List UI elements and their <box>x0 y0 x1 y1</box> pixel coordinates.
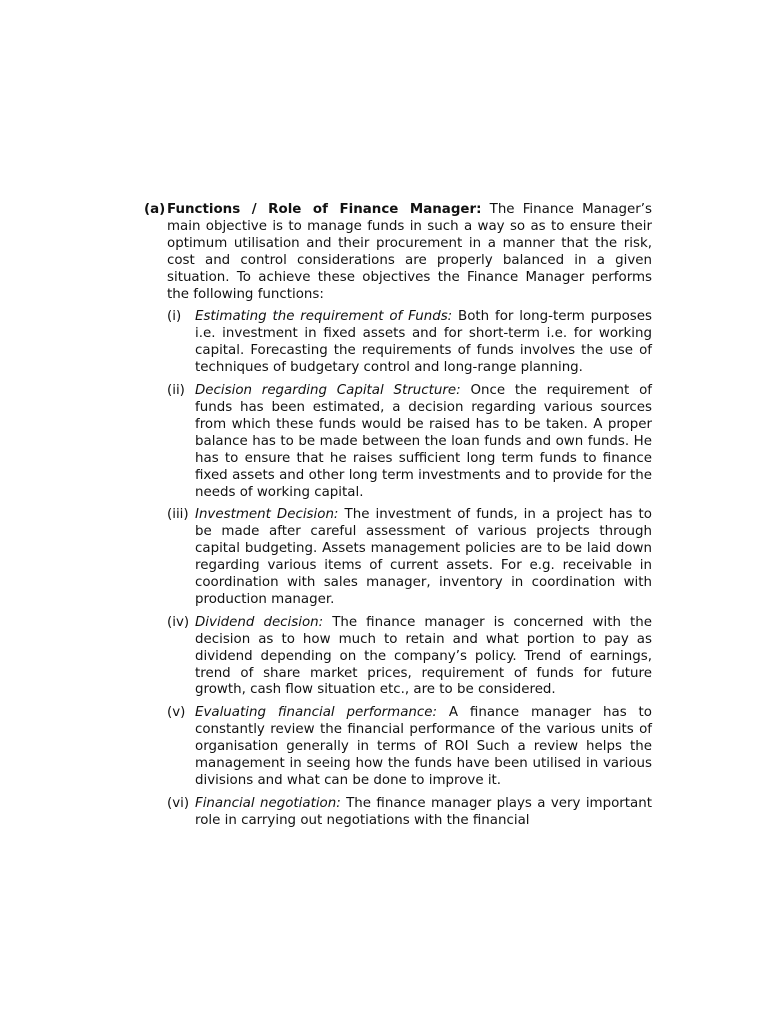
item-text: Both for long-term purposes i.e. investment in fixed assets and for short-term i.e. for working capital. Forecasting the requirements of funds involves the use of techniques of budgetary control and long-range planning. <box>195 309 653 376</box>
item-title: Decision regarding Capital Structure: <box>195 383 461 399</box>
item-paragraph <box>195 507 652 608</box>
section-heading: Functions / Role of Finance Manager: <box>167 202 482 217</box>
item-text: Once the requirement of funds has been estimated, a decision regarding various sources from which these funds would be raised has to be taken. A proper balance has to be made between the loan funds and own funds. He has to ensure that he raises sufficient long term funds to finance fixed assets and other long term investments and to provide for the needs of working capital. <box>195 383 652 500</box>
item-title: Evaluating financial performance: <box>195 705 438 721</box>
item-text: The investment of funds, in a project has to be made after careful assessment of various projects through capital budgeting. Assets management policies are to be laid down regarding various items of current assets. For e.g. receivable in coordination with sales manager, inventory in coordination with production manager. <box>195 507 652 607</box>
intro-text: The Finance Manager’s main objective is to manage funds in such a way so as to ensure their optimum utilisation and their procurement in a manner that the risk, cost and control considerations are properly balanced in a given situation. To achieve these objectives the Finance Manager performs the following functions: <box>167 202 652 302</box>
list-item <box>167 796 652 830</box>
item-text: A finance manager has to constantly review the financial performance of the various units of organisation generally in terms of ROI Such a review helps the management in seeing how the funds have been utilised in various divisions and what can be done to improve it. <box>195 705 652 788</box>
item-paragraph <box>195 705 652 790</box>
list-item <box>167 705 652 790</box>
item-title: Estimating the requirement of Funds: <box>195 309 453 325</box>
list-item <box>167 309 652 377</box>
item-marker: (vi) <box>167 795 190 811</box>
item-marker: (v) <box>167 705 186 721</box>
functions-section <box>144 202 652 830</box>
item-marker: (iv) <box>167 614 190 630</box>
item-marker: (ii) <box>167 383 185 399</box>
item-text: The finance manager is concerned with the decision as to how much to retain and what portion to pay as dividend depending on the company’s policy. Trend of earnings, trend of share market prices, requirement of funds for future growth, cash flow situation etc., are to be considered. <box>195 614 652 698</box>
item-title: Investment Decision: <box>195 507 339 523</box>
section-marker: (a) <box>144 202 166 217</box>
section-intro <box>144 202 652 303</box>
item-title: Dividend decision: <box>195 614 324 630</box>
item-marker: (i) <box>167 309 182 325</box>
intro-paragraph <box>167 202 652 303</box>
list-item <box>167 507 652 608</box>
item-paragraph <box>195 796 652 830</box>
item-paragraph <box>195 615 652 700</box>
function-list <box>167 309 652 829</box>
list-item <box>167 615 652 700</box>
item-paragraph <box>195 309 652 377</box>
item-text: The finance manager plays a very important role in carrying out negotiations with the financial <box>195 795 652 828</box>
item-paragraph <box>195 383 652 501</box>
list-item <box>167 383 652 501</box>
item-title: Financial negotiation: <box>195 795 341 811</box>
item-marker: (iii) <box>167 507 189 523</box>
